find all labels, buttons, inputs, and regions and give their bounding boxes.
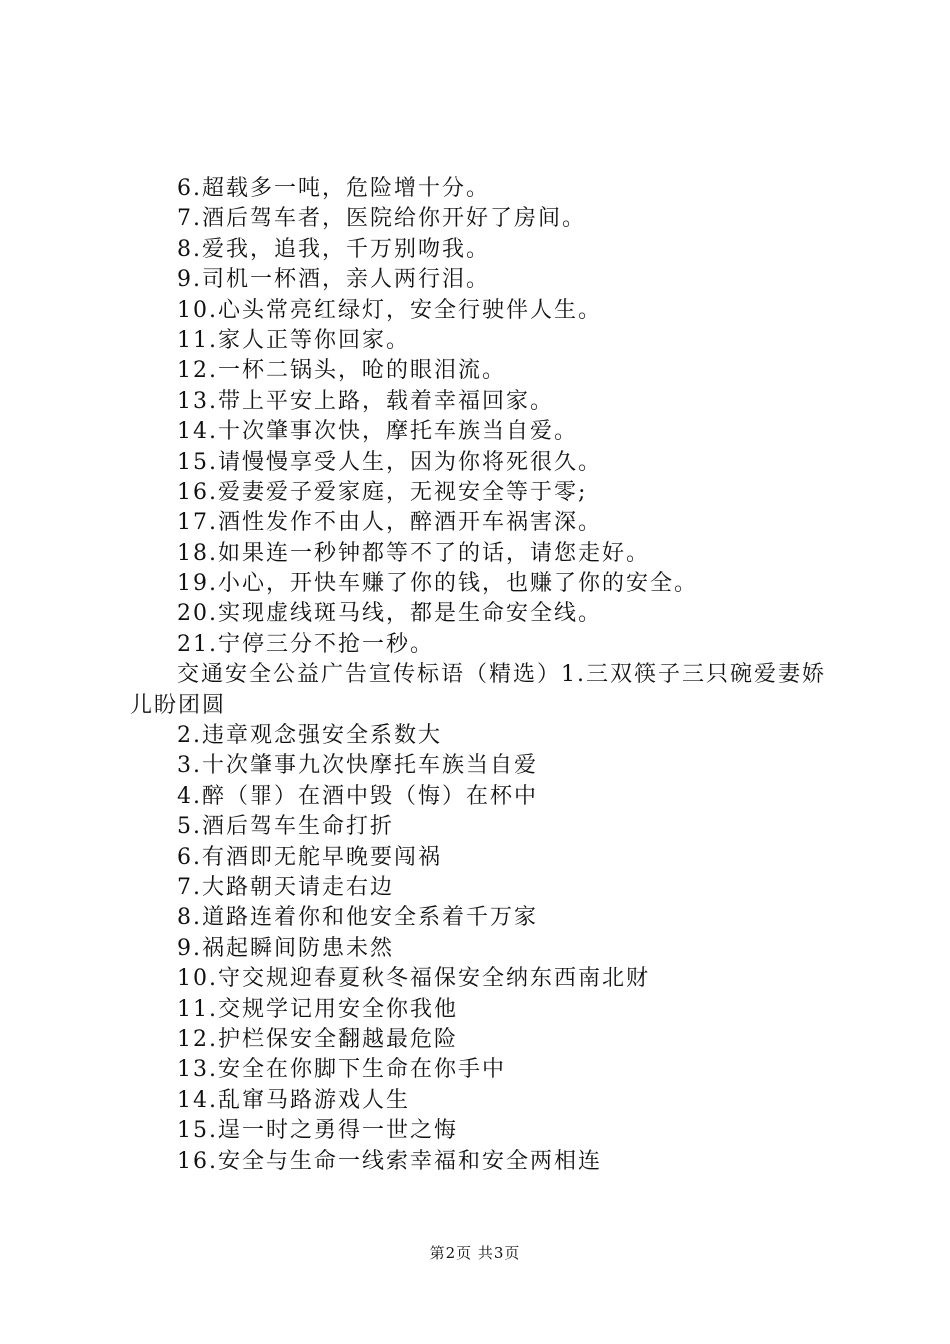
list-item: 10.心头常亮红绿灯，安全行驶伴人生。 <box>177 297 602 323</box>
document-body <box>130 174 850 1177</box>
list-item: 8.爱我，追我，千万别吻我。 <box>177 236 490 262</box>
list-item: 15.逞一时之勇得一世之悔 <box>177 1118 458 1144</box>
list-item: 4.醉（罪）在酒中毁（悔）在杯中 <box>177 783 538 809</box>
list-item: 19.小心，开快车赚了你的钱，也赚了你的安全。 <box>177 571 698 597</box>
list-item: 18.如果连一秒钟都等不了的话，请您走好。 <box>177 540 650 566</box>
list-item: 7.酒后驾车者，医院给你开好了房间。 <box>177 206 586 232</box>
list-item: 14.乱窜马路游戏人生 <box>177 1087 410 1113</box>
section-paragraph: 交通安全公益广告宣传标语（精选）1.三双筷子三只碗爱妻娇儿盼团圆 <box>130 662 826 718</box>
list-item: 11.交规学记用安全你我他 <box>177 996 458 1022</box>
list-item: 3.十次肇事九次快摩托车族当自爱 <box>177 753 538 779</box>
list-item: 15.请慢慢享受人生，因为你将死很久。 <box>177 449 602 475</box>
list-item: 21.宁停三分不抢一秒。 <box>177 631 434 657</box>
list-item: 14.十次肇事次快，摩托车族当自爱。 <box>177 419 578 445</box>
list-item: 9.司机一杯酒，亲人两行泪。 <box>177 267 490 293</box>
list-item: 12.护栏保安全翻越最危险 <box>177 1026 458 1052</box>
list-item: 2.违章观念强安全系数大 <box>177 723 442 749</box>
list-item: 17.酒性发作不由人，醉酒开车祸害深。 <box>177 510 602 536</box>
list-item: 20.实现虚线斑马线，都是生命安全线。 <box>177 601 602 627</box>
list-item: 9.祸起瞬间防患未然 <box>177 935 394 961</box>
list-item: 13.安全在你脚下生命在你手中 <box>177 1057 506 1083</box>
list-item: 13.带上平安上路，载着幸福回家。 <box>177 388 554 414</box>
page-number-footer: 第2页 共3页 <box>429 1244 521 1262</box>
list-item: 10.守交规迎春夏秋冬福保安全纳东西南北财 <box>177 966 650 992</box>
list-item: 6.超载多一吨，危险增十分。 <box>177 176 490 201</box>
list-item: 11.家人正等你回家。 <box>177 327 410 353</box>
list-item: 16.爱妻爱子爱家庭，无视安全等于零; <box>177 479 588 505</box>
list-item: 6.有酒即无舵早晚要闯祸 <box>177 844 442 870</box>
list-item: 7.大路朝天请走右边 <box>177 875 394 901</box>
list-item: 12.一杯二锅头，呛的眼泪流。 <box>177 358 506 384</box>
list-item: 16.安全与生命一线索幸福和安全两相连 <box>177 1148 602 1174</box>
list-item: 5.酒后驾车生命打折 <box>177 814 394 840</box>
list-item: 8.道路连着你和他安全系着千万家 <box>177 905 538 931</box>
